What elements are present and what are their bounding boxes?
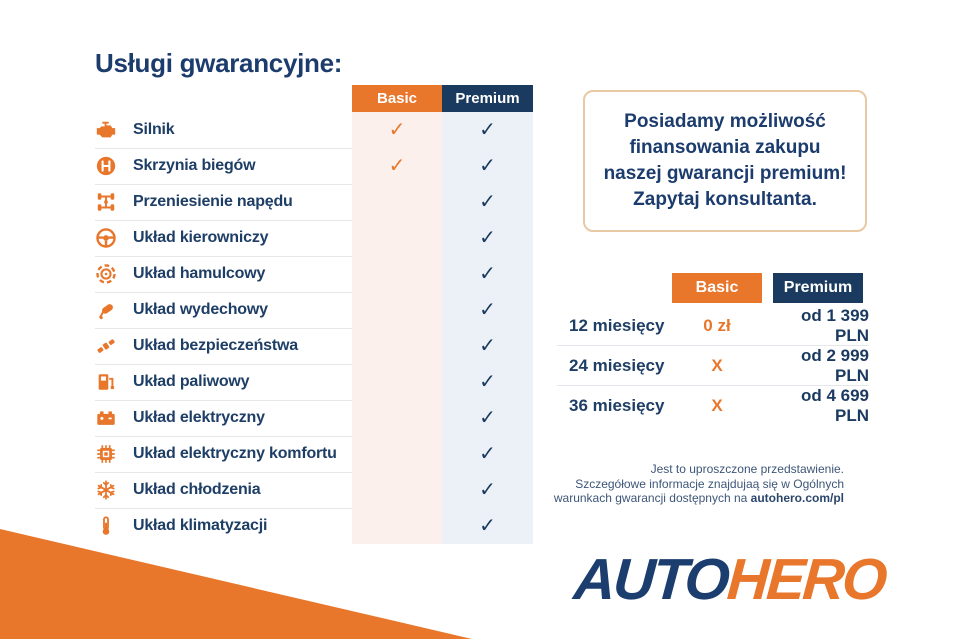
logo-text-hero: HERO	[725, 547, 888, 612]
pricing-header-basic: Basic	[672, 273, 762, 303]
service-label: Układ wydechowy	[133, 292, 352, 329]
pricing-row-24	[557, 346, 869, 386]
service-label: Silnik	[133, 112, 352, 149]
logo-text-auto: AUTO	[571, 547, 730, 612]
exhaust-icon	[95, 292, 133, 329]
column-header-basic: Basic	[352, 85, 442, 112]
premium-cell	[442, 364, 533, 401]
services-table-header	[95, 85, 533, 112]
basic-cell	[352, 328, 442, 365]
financing-tip-box	[583, 90, 867, 232]
premium-cell	[442, 400, 533, 437]
basic-cell	[352, 472, 442, 509]
table-row-bezpieczenstwa	[95, 328, 533, 364]
check-icon: ✓	[479, 370, 496, 393]
basic-cell	[352, 220, 442, 257]
check-icon: ✓	[479, 262, 496, 285]
check-icon: ✓	[479, 478, 496, 501]
premium-cell	[442, 220, 533, 257]
table-row-paliwowy	[95, 364, 533, 400]
premium-cell	[442, 148, 533, 185]
check-icon: ✓	[479, 442, 496, 465]
disclaimer-line-3	[510, 491, 844, 506]
brake-disc-icon	[95, 256, 133, 293]
check-icon: ✓	[479, 406, 496, 429]
gearbox-icon	[95, 148, 133, 185]
basic-cell	[352, 148, 442, 185]
table-row-silnik	[95, 112, 533, 148]
steering-wheel-icon	[95, 220, 133, 257]
check-icon: ✓	[479, 334, 496, 357]
basic-cell	[352, 364, 442, 401]
check-icon: ✓	[479, 190, 496, 213]
pricing-basic-value: X	[711, 356, 723, 375]
disclaimer	[510, 462, 844, 506]
basic-cell	[352, 112, 442, 149]
pricing-table	[557, 273, 869, 425]
page-title: Usługi gwarancyjne:	[95, 48, 343, 78]
thermometer-icon	[95, 508, 133, 544]
table-row-skrzynia	[95, 148, 533, 184]
table-row-komfortu	[95, 436, 533, 472]
basic-cell	[352, 292, 442, 329]
service-label: Skrzynia biegów	[133, 148, 352, 185]
pricing-premium-value: od 1 399 PLN	[800, 306, 869, 345]
basic-cell	[352, 508, 442, 544]
check-icon: ✓	[479, 226, 496, 249]
check-icon: ✓	[479, 298, 496, 321]
battery-icon	[95, 400, 133, 437]
service-label: Układ hamulcowy	[133, 256, 352, 293]
pricing-period: 24 miesięcy	[569, 356, 665, 375]
fuel-pump-icon	[95, 364, 133, 401]
table-row-chlodzenia	[95, 472, 533, 508]
premium-cell	[442, 256, 533, 293]
table-row-wydechowy	[95, 292, 533, 328]
autohero-logo	[571, 547, 888, 612]
check-icon: ✓	[388, 154, 406, 177]
pricing-premium-value: od 4 699 PLN	[800, 386, 869, 425]
check-icon: ✓	[479, 154, 496, 177]
premium-cell	[442, 184, 533, 221]
basic-cell	[352, 436, 442, 473]
premium-cell	[442, 508, 533, 544]
premium-cell	[442, 292, 533, 329]
basic-cell	[352, 400, 442, 437]
chip-icon	[95, 436, 133, 473]
service-label: Układ bezpieczeństwa	[133, 328, 352, 365]
disclaimer-line-1: Jest to uproszczone przedstawienie.	[650, 462, 844, 476]
pricing-basic-value: 0 zł	[703, 316, 731, 335]
pricing-period: 12 miesięcy	[569, 316, 665, 335]
pricing-header-premium: Premium	[773, 273, 863, 303]
drivetrain-icon	[95, 184, 133, 221]
table-row-hamulcowy	[95, 256, 533, 292]
premium-cell	[442, 328, 533, 365]
pricing-table-header	[557, 273, 869, 303]
check-icon: ✓	[388, 118, 406, 141]
disclaimer-line-2: Szczegółowe informacje znajdujaą się w Ogólnych	[575, 476, 844, 491]
service-label: Układ klimatyzacji	[133, 517, 268, 534]
premium-cell	[442, 112, 533, 149]
seatbelt-icon	[95, 328, 133, 365]
pricing-basic-value: X	[711, 396, 723, 415]
service-label: Układ paliwowy	[133, 364, 352, 401]
check-icon: ✓	[479, 118, 496, 141]
snowflake-icon	[95, 472, 133, 509]
basic-cell	[352, 256, 442, 293]
service-label: Układ elektryczny komfortu	[133, 436, 352, 473]
service-label: Układ kierowniczy	[133, 220, 352, 257]
services-table	[95, 85, 533, 544]
check-icon: ✓	[479, 515, 496, 537]
disclaimer-line-3-text: warunkach gwarancji dostępnych na	[553, 491, 751, 506]
table-row-elektryczny	[95, 400, 533, 436]
engine-icon	[95, 112, 133, 149]
service-label: Przeniesienie napędu	[133, 184, 352, 221]
orange-corner-shape	[0, 529, 472, 639]
pricing-period: 36 miesięcy	[569, 396, 665, 415]
autohero-url-link[interactable]: autohero.com/pl	[750, 491, 844, 506]
service-label: Układ elektryczny	[133, 400, 352, 437]
pricing-row-12	[557, 306, 869, 346]
table-row-przeniesienie	[95, 184, 533, 220]
basic-cell	[352, 184, 442, 221]
pricing-row-36	[557, 386, 869, 425]
table-row-klimatyzacji	[95, 508, 533, 544]
service-label: Układ chłodzenia	[133, 472, 352, 509]
table-row-kierowniczy	[95, 220, 533, 256]
pricing-premium-value: od 2 999 PLN	[800, 346, 869, 385]
financing-tip-text: Posiadamy możliwość finansowania zakupu naszej gwarancji premium! Zapytaj konsultanta.	[603, 110, 847, 211]
column-header-premium: Premium	[442, 85, 533, 112]
